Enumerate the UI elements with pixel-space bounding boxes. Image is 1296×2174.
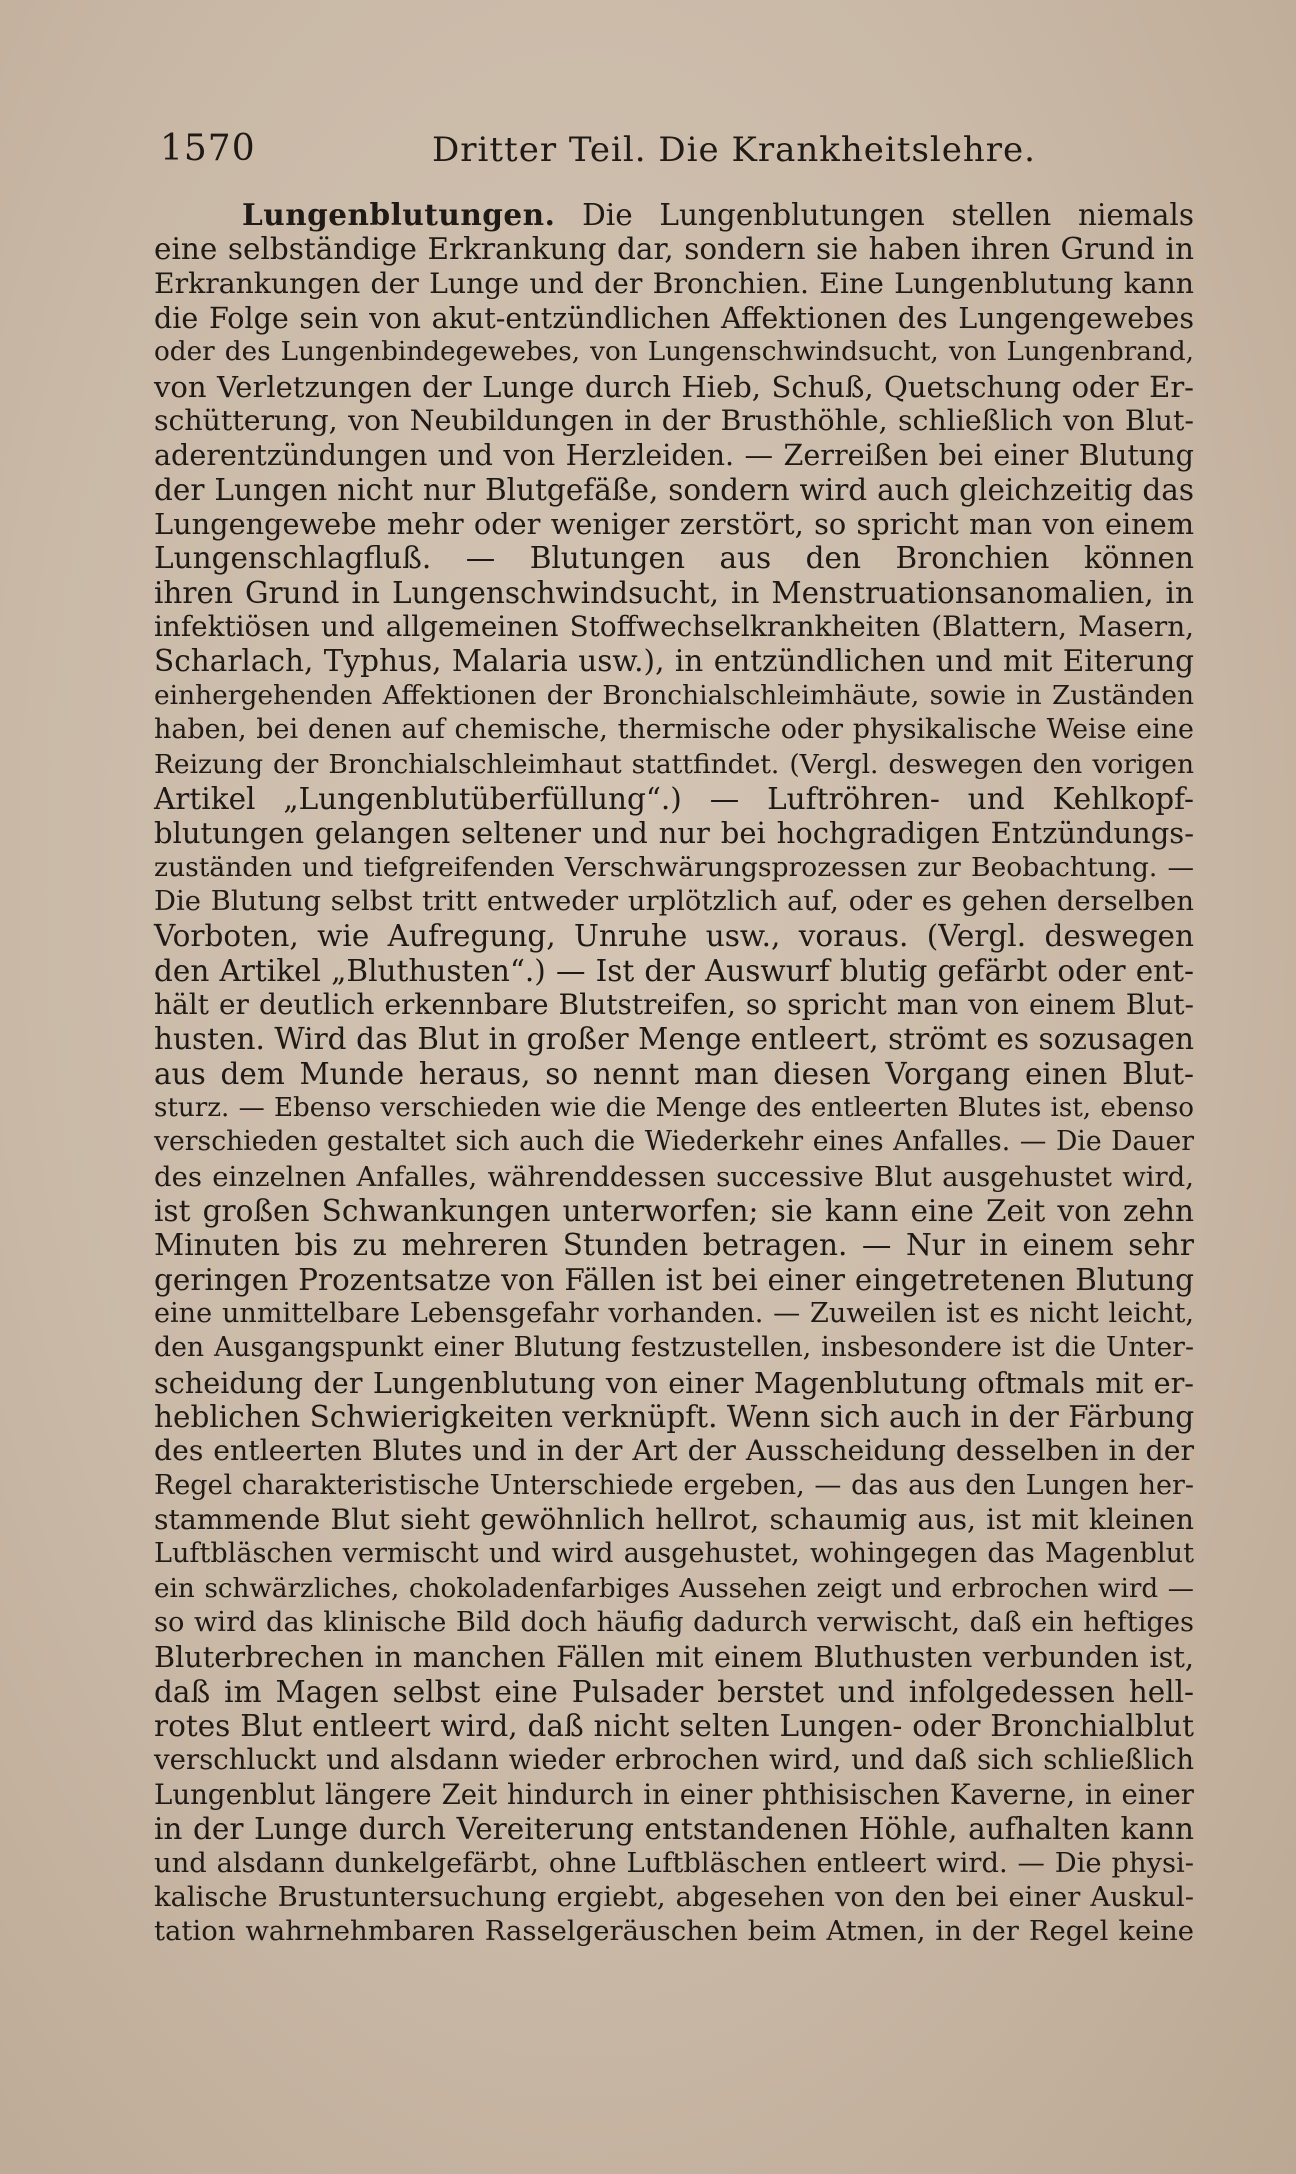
page-header: [160, 118, 1120, 178]
text-line: ist großen Schwankungen unterworfen; sie kann eine Zeit von zehn: [154, 1193, 1194, 1228]
text-line: der Lungen nicht nur Blutgefäße, sondern wird auch gleichzeitig das: [154, 472, 1194, 507]
text-line: aderentzündungen und von Herzleiden. — Zerreißen bei einer Blutung: [154, 438, 1194, 473]
text-line: aus dem Munde heraus, so nennt man diesen Vorgang einen Blut-: [154, 1056, 1194, 1091]
running-head: Dritter Teil. Die Krankheitslehre.: [432, 130, 1036, 170]
article-body: [154, 198, 1194, 1950]
text-line: stammende Blut sieht gewöhnlich hellrot, schaumig aus, ist mit kleinen: [154, 1503, 1194, 1537]
text-line: einhergehenden Affektionen der Bronchialschleimhäute, sowie in Zuständen: [154, 679, 1194, 711]
text-line: den Artikel „Bluthusten“.) — Ist der Auswurf blutig gefärbt oder ent-: [154, 953, 1194, 988]
text-line: husten. Wird das Blut in großer Menge entleert, strömt es sozusagen: [154, 1022, 1194, 1057]
text-line: hält er deutlich erkennbare Blutstreifen, so spricht man von einem Blut-: [154, 987, 1194, 1021]
text-line: heblichen Schwierigkeiten verknüpft. Wenn sich auch in der Färbung: [154, 1400, 1195, 1435]
text-line: tation wahrnehmbaren Rasselgeräuschen beim Atmen, in der Regel keine: [154, 1916, 1194, 1948]
text-line: Regel charakteristische Unterschiede ergeben, — das aus den Lungen her-: [154, 1469, 1194, 1501]
text-line: Erkrankungen der Lunge und der Bronchien. Eine Lungenblutung kann: [154, 266, 1194, 300]
text-line: Minuten bis zu mehreren Stunden betragen. — Nur in einem sehr: [154, 1228, 1194, 1263]
text-line: oder des Lungenbindegewebes, von Lungenschwindsucht, von Lungenbrand,: [154, 337, 1194, 368]
text-line: Reizung der Bronchialschleimhaut stattfindet. (Vergl. deswegen den vorigen: [154, 748, 1194, 780]
text-line: Die Blutung selbst tritt entweder urplötzlich auf, oder es gehen derselben: [154, 885, 1194, 917]
first-line-text: Die Lungenblutungen stellen niemals: [582, 198, 1194, 232]
text-line: scheidung der Lungenblutung von einer Magenblutung oftmals mit er-: [154, 1365, 1194, 1400]
text-line: ihren Grund in Lungenschwindsucht, in Menstruationsanomalien, in: [154, 575, 1194, 610]
text-line: verschieden gestaltet sich auch die Wiederkehr eines Anfalles. — Die Dauer: [154, 1126, 1194, 1158]
text-line: kalische Brustuntersuchung ergiebt, abgesehen von den bei einer Auskul-: [154, 1881, 1194, 1913]
text-line: Vorboten, wie Aufregung, Unruhe usw., voraus. (Vergl. deswegen: [154, 919, 1194, 954]
text-line: blutungen gelangen seltener und nur bei hochgradigen Entzündungs-: [154, 816, 1194, 851]
text-line: des entleerten Blutes und in der Art der Ausscheidung desselben in der: [154, 1434, 1194, 1468]
text-line: von Verletzungen der Lunge durch Hieb, Schuß, Quetschung oder Er-: [154, 369, 1194, 404]
text-line: haben, bei denen auf chemische, thermische oder physikalische Weise eine: [154, 714, 1194, 746]
text-line: geringen Prozentsatze von Fällen ist bei einer eingetretenen Blutung: [154, 1262, 1194, 1297]
text-line: daß im Magen selbst eine Pulsader berstet und infolgedessen hell-: [154, 1674, 1194, 1709]
text-line: die Folge sein von akut-entzündlichen Affektionen des Lungengewebes: [154, 301, 1194, 336]
text-line: Lungengewebe mehr oder weniger zerstört, so spricht man von einem: [154, 507, 1194, 542]
text-line: rotes Blut entleert wird, daß nicht selten Lungen- oder Bronchialblut: [154, 1709, 1194, 1744]
text-line: so wird das klinische Bild doch häufig dadurch verwischt, daß ein heftiges: [154, 1607, 1194, 1639]
section-title: Lungenblutungen.: [242, 197, 556, 232]
text-line: und alsdann dunkelgefärbt, ohne Luftbläschen entleert wird. — Die physi-: [154, 1847, 1194, 1879]
text-line: Lungenblut längere Zeit hindurch in einer phthisischen Kaverne, in einer: [154, 1777, 1194, 1811]
text-line: Bluterbrechen in manchen Fällen mit einem Bluthusten verbunden ist,: [154, 1640, 1194, 1675]
text-line: sturz. — Ebenso verschieden wie die Menge des entleerten Blutes ist, ebenso: [154, 1092, 1194, 1123]
text-line: des einzelnen Anfalles, währenddessen successive Blut ausgehustet wird,: [154, 1160, 1194, 1193]
text-line: in der Lunge durch Vereiterung entstandenen Höhle, aufhalten kann: [154, 1812, 1194, 1847]
text-line: Luftbläschen vermischt und wird ausgehustet, wohingegen das Magenblut: [154, 1538, 1194, 1570]
page-number: 1570: [160, 128, 256, 169]
text-line: Lungenschlagfluß. — Blutungen aus den Bronchien können: [154, 541, 1194, 576]
text-line: ein schwärzliches, chokoladenfarbiges Aussehen zeigt und erbrochen wird —: [154, 1573, 1194, 1604]
text-line: Artikel „Lungenblutüberfüllung“.) — Luftröhren- und Kehlkopf-: [154, 781, 1194, 816]
text-line: den Ausgangspunkt einer Blutung festzustellen, insbesondere ist die Unter-: [154, 1332, 1194, 1364]
text-line: infektiösen und allgemeinen Stoffwechselkrankheiten (Blattern, Masern,: [154, 610, 1194, 644]
text-line: zuständen und tiefgreifenden Verschwärungsprozessen zur Beobachtung. —: [154, 851, 1194, 883]
text-line: eine selbständige Erkrankung dar, sondern sie haben ihren Grund in: [154, 232, 1194, 267]
text-line: eine unmittelbare Lebensgefahr vorhanden. — Zuweilen ist es nicht leicht,: [154, 1298, 1194, 1329]
text-line: Scharlach, Typhus, Malaria usw.), in entzündlichen und mit Eiterung: [154, 644, 1194, 679]
text-line: verschluckt und alsdann wieder erbrochen wird, und daß sich schließlich: [154, 1743, 1194, 1777]
text-line: schütterung, von Neubildungen in der Brusthöhle, schließlich von Blut-: [154, 404, 1194, 438]
article-lines: [154, 232, 1194, 1949]
article-first-line: [154, 198, 1194, 232]
